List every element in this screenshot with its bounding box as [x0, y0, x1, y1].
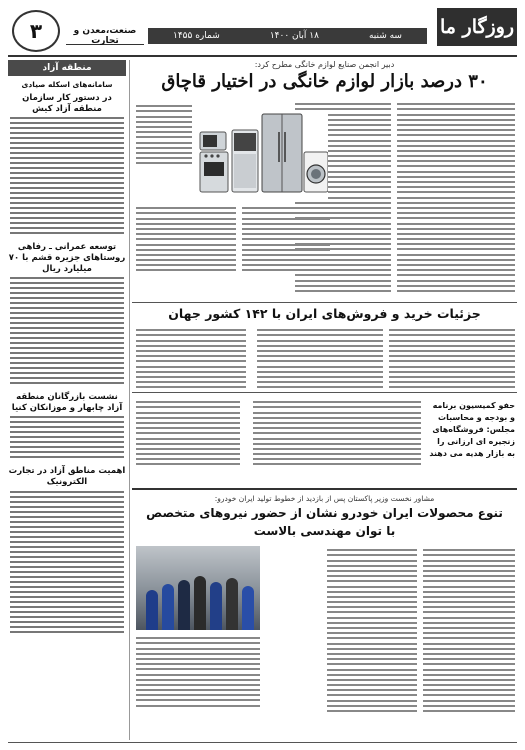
- story1-body: [10, 117, 124, 234]
- story2-left-title: توسعه عمرانی ـ رفاهی روستاهای جزیره قشم با ۷۰ میلیارد ریال: [8, 242, 126, 274]
- story3-headline-1: تنوع محصولات ایران خودرو نشان از حضور نیروهای متخصص: [146, 506, 503, 520]
- column-divider: [129, 60, 130, 740]
- main-story: [132, 60, 517, 96]
- factory-visit-photo: [136, 546, 260, 630]
- column-title: منطقه آزاد: [8, 60, 126, 76]
- masthead: [8, 8, 517, 52]
- story3-left-title: نشست بازرگانان منطقه آزاد چابهار و موزانکان کنیا: [11, 392, 123, 413]
- story1-kicker: سامانه‌های اسکله صیادی: [21, 80, 113, 89]
- section-name: صنعت،معدن و تجارت: [66, 26, 144, 45]
- main-body-col5: [136, 102, 192, 167]
- issue-label: شماره ۱۴۵۵: [173, 31, 220, 41]
- free-zone-column: [8, 60, 126, 740]
- story4-left-body: [10, 491, 124, 633]
- page-number: ۳: [12, 10, 60, 52]
- story3-body-col3: [136, 634, 260, 710]
- story2-left-body: [10, 277, 124, 384]
- story2-headline: جزئیات خرید و فروش‌های ایران با ۱۴۲ کشور جهان: [168, 306, 481, 321]
- date-bar: [148, 28, 427, 44]
- footer-rule: [8, 742, 517, 743]
- side-headline: حفو کمیسیون برنامه و بودجه و محاسبات مجلس: فروشگاه‌های زنجیره ای ارزانی را به بازار هدیه می دهند: [429, 401, 515, 458]
- story-divider-1: [132, 302, 517, 303]
- day-label: سه شنبه: [368, 31, 402, 41]
- appliances-image: [196, 102, 328, 202]
- story3-body-col1: [423, 546, 515, 715]
- header-rule: [8, 55, 517, 57]
- story3-left-body: [10, 416, 124, 458]
- date-label: ۱۸ آبان ۱۴۰۰: [269, 31, 319, 41]
- story2-body-col1: [389, 326, 515, 391]
- story4-left-title: اهمیت مناطق آزاد در تجارت الکترونیک: [8, 466, 126, 487]
- main-body-col4: [242, 204, 330, 275]
- main-headline: ۳۰ درصد بازار لوازم خانگی در اختیار قاچاق: [161, 71, 488, 92]
- main-body-col1: [397, 100, 515, 295]
- side-body-col2: [136, 398, 240, 469]
- main-body-col3: [136, 204, 236, 275]
- story-divider-3: [132, 488, 517, 490]
- story-divider-2: [132, 392, 517, 393]
- main-kicker: دبیر انجمن صنایع لوازم خانگی مطرح کرد:: [254, 60, 395, 69]
- story3-headline-2: با توان مهندسی بالاست: [253, 524, 396, 538]
- newspaper-logo: روزگار ما: [437, 8, 517, 46]
- story1-title: در دستور کار سازمان منطقه آزاد کیش: [22, 93, 112, 114]
- story2-body-col2: [257, 326, 383, 391]
- side-body-col1: [253, 398, 421, 469]
- story3-kicker: مشاور نخست وزیر پاکستان پس از بازدید از خطوط تولید ایران خودرو:: [214, 494, 435, 503]
- story2-body-col3: [136, 326, 246, 391]
- story3-body-col2: [327, 546, 417, 715]
